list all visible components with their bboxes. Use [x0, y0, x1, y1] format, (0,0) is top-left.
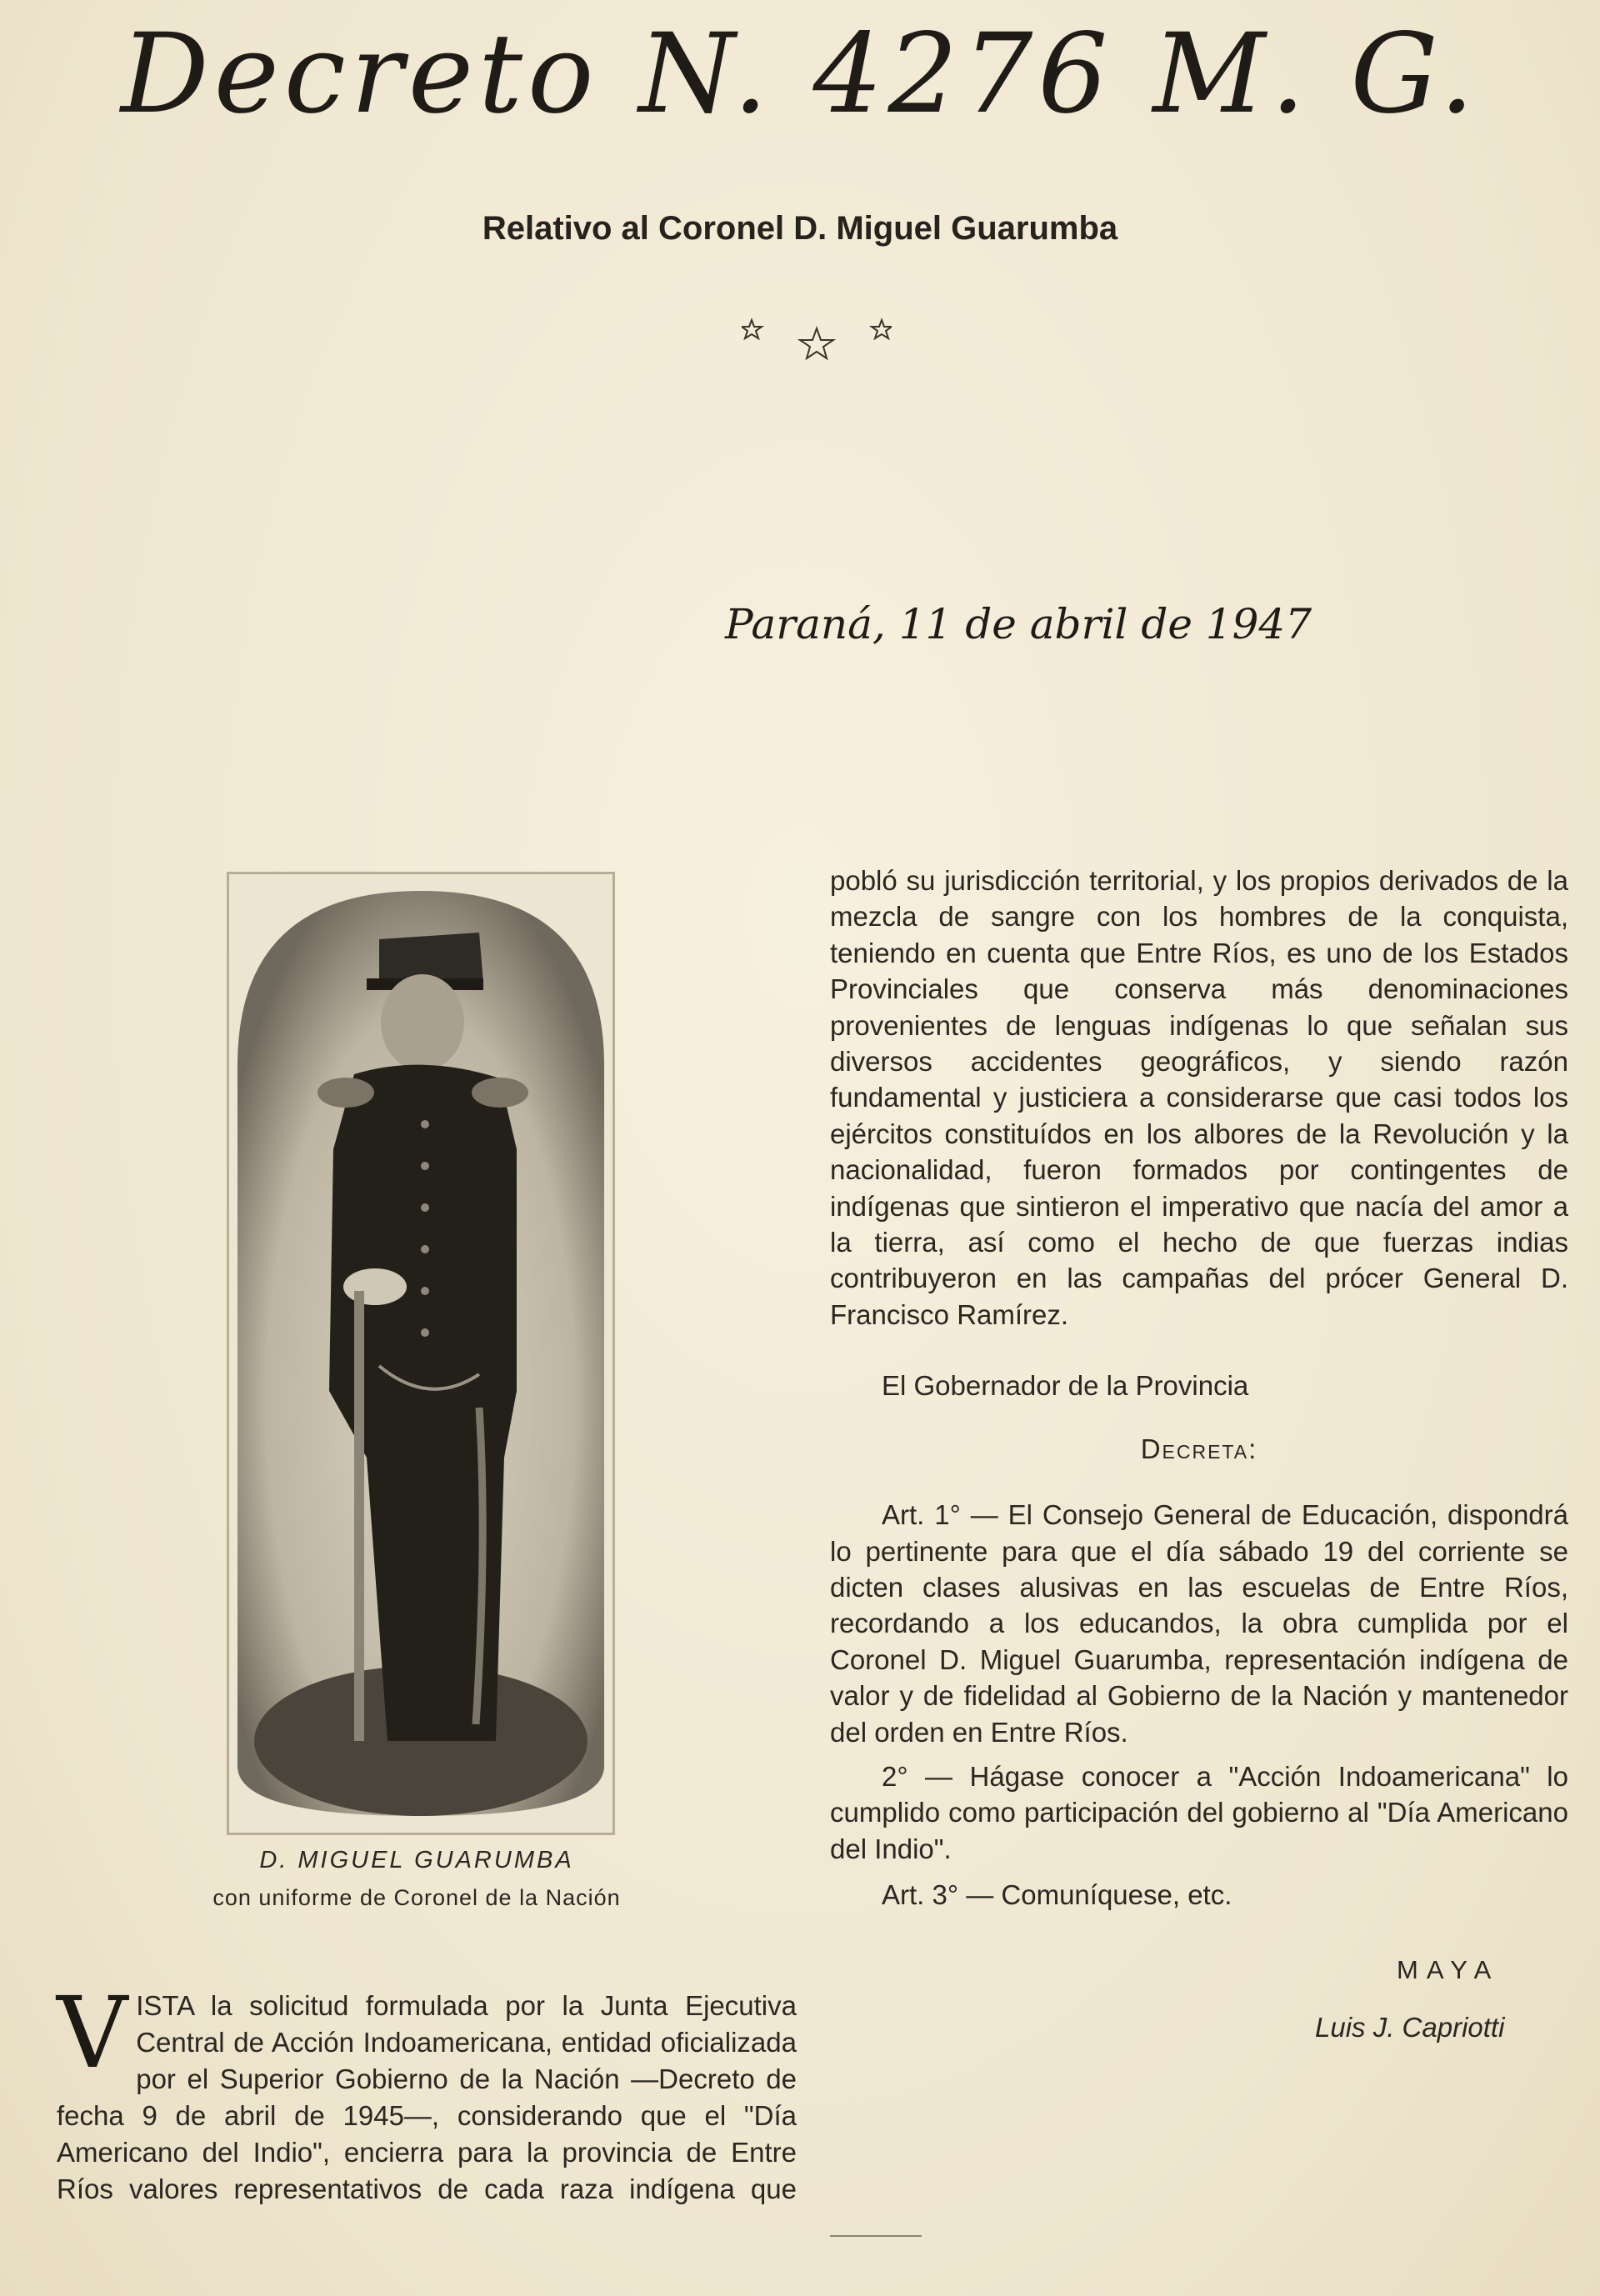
decree-subtitle: Relativo al Coronel D. Miguel Guarumba — [482, 210, 1118, 247]
drop-cap: V — [57, 1975, 128, 2090]
portrait-photo — [227, 872, 615, 1835]
portrait-illustration — [229, 874, 612, 1833]
divider — [830, 2235, 922, 2237]
article-1: Art. 1° — El Consejo General de Educación, dispondrá lo pertinente para que el día sábado 19 del corriente se dicten clases alusivas en las escuelas de Entre Ríos, recordando a los educandos, la obra cumplida por el Coronel D. Miguel Guarumba, representación indígena de valor y de fidelidad al Gobierno de la Nación y mantenedor del orden en Entre Ríos. — [830, 1499, 1568, 1748]
left-column-text — [57, 1975, 797, 2208]
signature-maya: MAYA — [1397, 1954, 1500, 1984]
photo-caption-name: D. MIGUEL GUARUMBA — [259, 1847, 574, 1873]
right-column — [830, 863, 1568, 2045]
place-and-date: Paraná, 11 de abril de 1947 — [725, 600, 1312, 648]
photo-caption-description: con uniforme de Coronel de la Nación — [212, 1885, 621, 1910]
article-3: Art. 3° — Comuníquese, etc. — [882, 1879, 1232, 1911]
article-2: 2° — Hágase conocer a "Acción Indoamericana" lo cumplido como participación del gobierno al "Día Americano del Indio". — [830, 1760, 1568, 1864]
signature-capriotti: Luis J. Capriotti — [1315, 2011, 1505, 2043]
governor-line: El Gobernador de la Provincia — [882, 1370, 1249, 1402]
considerando-paragraph: pobló su jurisdicción territorial, y los propios derivados de la mezcla de sangre con los hombres de la conquista, teniendo en cuenta que Entre Ríos, es uno de los Estados Provinciales que conserva más denominaciones provenientes de lenguas indígenas lo que señalan sus diversos accidentes geográficos, y siendo razón fundamental y justiciera a considerarse que casi todos los ejércitos constituídos en los albores de la Revolución y la nacionalidad, fueron formados por contingentes de indígenas que sintieron el imperativo que nacía del amor a la tierra, así como el hecho de que fuerzas indias contribuyeron en las campañas del prócer General D. Francisco Ramírez. — [830, 865, 1568, 1330]
decreta-heading: Decreta: — [1140, 1433, 1258, 1464]
decree-title: Decreto N. 4276 M. G. — [120, 10, 1480, 138]
left-paragraph: ISTA la solicitud formulada por la Junta Ejecutiva Central de Acción Indoamericana, entidad oficializada por el Superior Gobierno de la Nación —Decreto de fecha 9 de abril de 1945—, considerando que el "Día Americano del Indio", encierra para la provincia de Entre Ríos valores representativos de cada raza indígena que — [57, 1990, 797, 2204]
decorative-stars-icon — [742, 317, 892, 367]
